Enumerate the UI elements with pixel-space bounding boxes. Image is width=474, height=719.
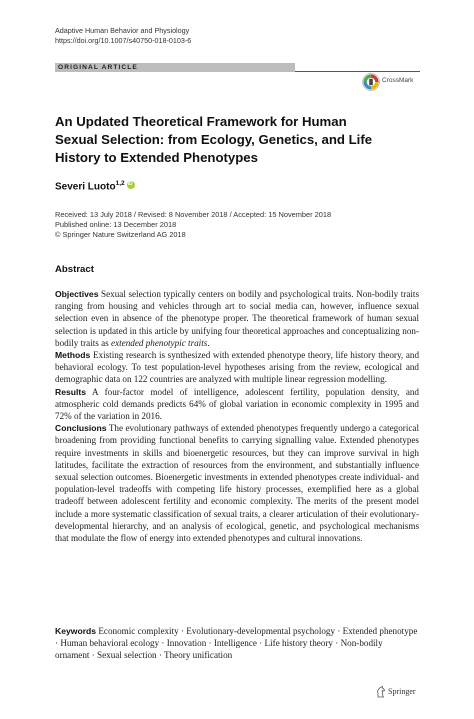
article-type: ORIGINAL ARTICLE (58, 64, 138, 71)
abstract-conclusions (55, 422, 419, 544)
abstract-methods (55, 349, 419, 386)
abstract-heading: Abstract (55, 264, 94, 275)
keywords-label: Keywords (55, 626, 97, 636)
header-rule (295, 71, 420, 72)
abstract-results (55, 386, 419, 423)
results-label: Results (55, 386, 87, 397)
crossmark-label: CrossMark (382, 77, 414, 84)
abstract-body (55, 288, 419, 544)
crossmark-badge[interactable] (362, 73, 418, 91)
conclusions-text: The evolutionary pathways of extended phenotypes frequently undergo a categorical broadening from providing functional benefits to carrying signalling value. Extended phenotypes require investments in skills and bioenergetic resources, but they can improve survival in high latitudes, facilitate the extraction of resources from the environment, and substantially influence sexual selection outcomes. Bioenergetic investments in extended phenotypes create individual- and population-level tradeoffs with competing life history processes, exemplified here as a global tradeoff between adolescent fertility and economic complexity. The merits of the present model include a more systematic classification of sexual traits, a clearer articulation of their evolutionary-developmental hierarchy, and an analysis of ecological, genetic, and psychological mechanisms that modulate the flow of energy into extended phenotypes and cultural innovations. (55, 423, 419, 544)
keywords-text: Economic complexity · Evolutionary-developmental psychology · Extended phenotype · Human behavioral ecology · Innovation · Intelligence · Life history theory · Non-bodily ornament · Sexual selection · Theory unification (55, 626, 418, 661)
objectives-tail: . (207, 337, 210, 348)
publisher-logo (376, 686, 426, 698)
results-text: A four-factor model of intelligence, adolescent fertility, population density, and atmospheric cold demands predicts 64% of global variation in economic complexity in 1995 and 72% of the variation in 2016. (55, 386, 419, 422)
objectives-emphasis: extended phenotypic traits (111, 337, 208, 348)
methods-text: Existing research is synthesized with extended phenotype theory, life history theory, and behavioral ecology. To test population-level hypotheses arising from the review, ecological and demographic data on 122 countries are analyzed with multiple linear regression modelling. (55, 350, 420, 385)
conclusions-label: Conclusions (55, 423, 107, 434)
crossmark-icon (362, 73, 380, 91)
dates-published: Published online: 13 December 2018 (55, 219, 177, 229)
objectives-text: Sexual selection typically centers on bodily and psychological traits. Non-bodily traits ranging from housing and vehicles through art to social media can, however, influence sexual selection even in absence of the phenotype proper. The theoretical framework of human sexual selection is updated in this article by unifying four theoretical approaches and conceptualizing non-bodily traits as (55, 289, 419, 348)
orcid-icon[interactable] (127, 181, 135, 189)
article-type-bar (55, 63, 295, 72)
journal-doi-link[interactable]: https://doi.org/10.1007/s40750-018-0103-6 (55, 36, 192, 45)
publication-dates (55, 210, 331, 239)
copyright-line: © Springer Nature Switzerland AG 2018 (55, 229, 186, 239)
publisher-name: Springer (388, 687, 416, 696)
author-line (55, 180, 135, 192)
author-name[interactable]: Severi Luoto (55, 181, 116, 193)
dates-received-revised-accepted: Received: 13 July 2018 / Revised: 8 November 2018 / Accepted: 15 November 2018 (55, 210, 332, 219)
springer-horse-icon (376, 686, 386, 698)
journal-name: Adaptive Human Behavior and Physiology (55, 26, 190, 35)
journal-header (55, 26, 191, 46)
methods-label: Methods (55, 350, 91, 361)
abstract-objectives (55, 288, 419, 349)
author-affiliations: 1,2 (115, 180, 125, 187)
article-title: An Updated Theoretical Framework for Human Sexual Selection: from Ecology, Genetics, and Life History to Extended Phenotypes (55, 114, 373, 165)
keywords (55, 625, 419, 662)
objectives-label: Objectives (55, 289, 99, 299)
